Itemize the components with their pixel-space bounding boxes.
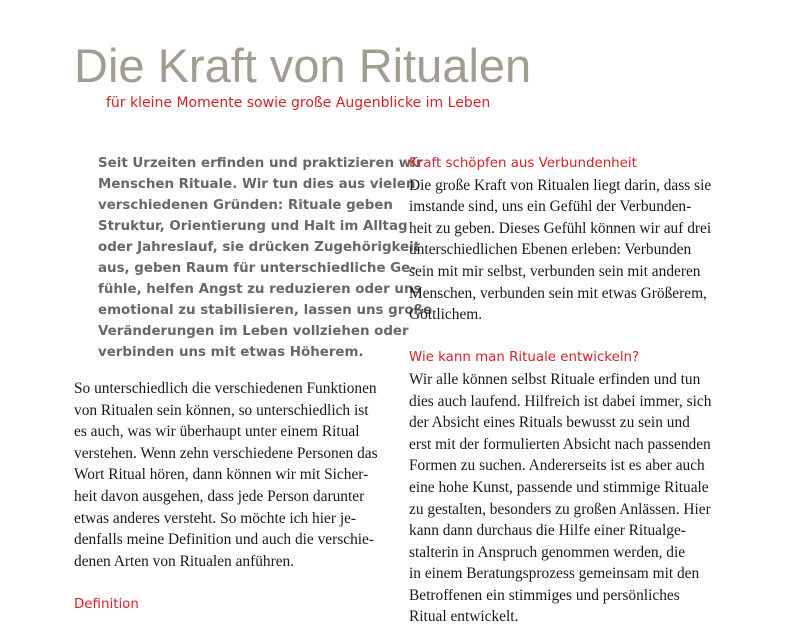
body-line: So unterschiedlich die verschiedenen Funktionen xyxy=(74,380,377,397)
body-line: heit davon ausgehen, dass jede Person darunter xyxy=(74,487,365,505)
intro-line: Menschen Rituale. Wir tun dies aus vielen xyxy=(98,177,416,192)
section-heading-verbundenheit: Kraft schöpfen aus Verbundenheit xyxy=(409,156,637,171)
body-line: es auch, was wir überhaupt unter einem Ritual xyxy=(74,423,360,441)
body-line: eine hohe Kunst, passende und stimmige Rituale xyxy=(409,478,709,496)
body-line: Wir alle können selbst Rituale erfinden und tun xyxy=(409,370,701,388)
body-line: zu gestalten, besonders zu großen Anlässen. Hier xyxy=(409,500,711,518)
body-line: in einem Beratungsprozess gemeinsam mit den xyxy=(409,565,700,583)
body-line: kann dann durchaus die Hilfe einer Ritualge- xyxy=(409,522,686,540)
body-line: von Ritualen sein können, so unterschiedlich ist xyxy=(74,401,369,419)
section-heading-definition: Definition xyxy=(74,596,139,612)
intro-line: aus, geben Raum für unterschiedliche Ge- xyxy=(98,261,416,276)
intro-line: verbinden uns mit etwas Höherem. xyxy=(98,345,364,360)
left-column xyxy=(74,378,404,616)
body-line: Ritual entwickelt. xyxy=(409,608,519,626)
paragraph-gap xyxy=(74,572,404,594)
intro-line: Veränderungen im Leben vollziehen oder xyxy=(98,324,409,339)
body-line: stalterin in Anspruch genommen werden, die xyxy=(409,543,686,561)
body-line: Die große Kraft von Ritualen liegt darin, dass sie xyxy=(409,176,712,194)
body-line: sein mit mir selbst, verbunden sein mit anderen xyxy=(409,262,701,280)
body-line: erst mit der formulierten Absicht nach passenden xyxy=(409,435,711,453)
page-subtitle: für kleine Momente sowie große Augenblicke im Leben xyxy=(106,95,491,111)
right-column xyxy=(409,153,739,628)
body-line: Betroffenen ein stimmiges und persönliches xyxy=(409,586,680,604)
body-line: unterschiedlichen Ebenen erleben: Verbunden xyxy=(409,241,692,259)
body-line: Göttlichem. xyxy=(409,306,483,324)
section-heading-entwickeln: Wie kann man Rituale entwickeln? xyxy=(409,350,640,366)
intro-line: emotional zu stabilisieren, lassen uns große xyxy=(98,303,433,318)
intro-line: fühle, helfen Angst zu reduzieren oder uns xyxy=(98,282,422,297)
body-line: heit zu geben. Dieses Gefühl können wir auf drei xyxy=(409,219,712,237)
body-line: dies auch laufend. Hilfreich ist dabei immer, sich xyxy=(409,392,712,410)
body-line: denen Arten von Ritualen anführen. xyxy=(74,552,295,570)
intro-line: oder Jahreslauf, sie drücken Zugehörigkeit xyxy=(98,240,421,255)
body-line: etwas anderes versteht. So möchte ich hier je- xyxy=(74,509,357,527)
body-line: Wort Ritual hören, dann können wir mit Sicher- xyxy=(74,466,369,484)
body-line: verstehen. Wenn zehn verschiedene Personen das xyxy=(74,444,378,462)
intro-line: Seit Urzeiten erfinden und praktizieren wir xyxy=(98,156,423,171)
body-line: der Absicht eines Rituals bewusst zu sein und xyxy=(409,414,690,432)
page-title: Die Kraft von Ritualen xyxy=(74,39,532,92)
body-line: denfalls meine Definition und auch die verschie- xyxy=(74,531,375,549)
intro-paragraph xyxy=(98,153,433,363)
body-line: Formen zu suchen. Andererseits ist es aber auch xyxy=(409,457,705,475)
intro-line: Struktur, Orientierung und Halt im Alltag xyxy=(98,219,408,234)
intro-line: verschiedenen Gründen: Rituale geben xyxy=(98,198,393,213)
body-line: imstande sind, uns ein Gefühl der Verbunden- xyxy=(409,198,692,216)
body-line: Menschen, verbunden sein mit etwas Größerem, xyxy=(409,284,707,302)
paragraph-gap xyxy=(409,326,739,348)
